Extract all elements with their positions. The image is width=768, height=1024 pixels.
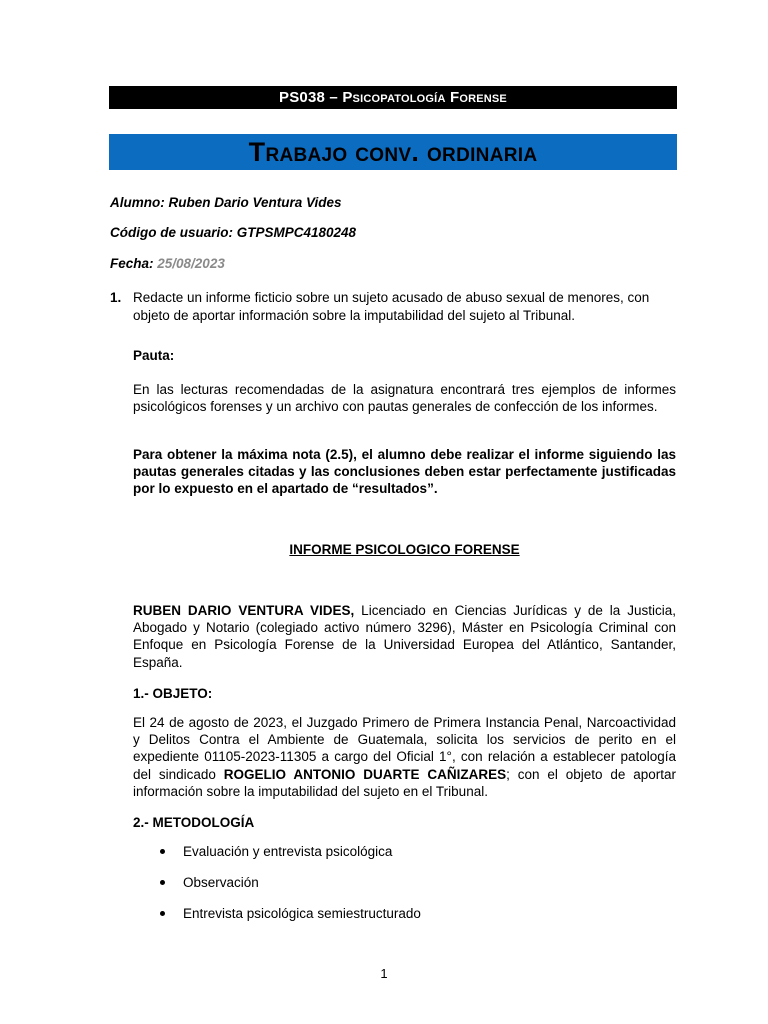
objeto-text-start: El 24 de agosto de 2023, el Juzgado Primero de Primera Instancia Penal, Narcoactividad y Delitos Contra el Ambiente de Guatemala, solicita los servicios de perito en el expediente 01105-2023-11305 a cargo del Oficial 1°, con relación a establecer patología del sindicado <box>133 715 676 782</box>
document-title-bar <box>109 134 677 170</box>
bullet-icon <box>160 849 165 854</box>
methods-list <box>160 843 421 936</box>
student-name: Alumno: Ruben Dario Ventura Vides <box>110 195 342 210</box>
subject-name: ROGELIO ANTONIO DUARTE CAÑIZARES <box>223 766 507 782</box>
section-objeto-heading: 1.- OBJETO: <box>133 686 213 701</box>
author-credentials: Licenciado en Ciencias Jurídicas y de la Justicia, Abogado y Notario (colegiado activo número 3296), Máster en Psicología Criminal con Enfoque en Psicología Forense de la Universidad Europea del Atlántico, Santander, España. <box>133 603 676 670</box>
section-objeto-text <box>133 714 676 800</box>
bullet-icon <box>160 911 165 916</box>
page-number: 1 <box>380 966 388 981</box>
objeto-text-end: ; con el objeto de aportar información sobre la imputabilidad del sujeto en el Tribunal. <box>133 766 676 799</box>
date-line <box>110 256 225 271</box>
pauta-grading-note: Para obtener la máxima nota (2.5), el alumno debe realizar el informe siguiendo las pautas generales citadas y las conclusiones deben estar perfectamente justificadas por lo expuesto en el apartado de “resultados”. <box>133 447 676 497</box>
pauta-heading: Pauta: <box>133 348 175 363</box>
author-paragraph <box>133 602 676 671</box>
pauta-text: En las lecturas recomendadas de la asignatura encontrará tres ejemplos de informes psicológicos forenses y un archivo con pautas generales de confección de los informes. <box>133 382 676 415</box>
question-item <box>110 289 676 325</box>
bullet-icon <box>160 880 165 885</box>
question-number: 1. <box>110 290 122 305</box>
report-title: INFORME PSICOLOGICO FORENSE <box>289 542 520 557</box>
date-label: Fecha: <box>110 256 158 271</box>
method-label: Entrevista psicológica semiestructurado <box>183 906 421 921</box>
method-label: Observación <box>183 875 259 890</box>
question-text: Redacte un informe ficticio sobre un sujeto acusado de abuso sexual de menores, con objeto de aportar información sobre la imputabilidad del sujeto al Tribunal. <box>133 290 650 323</box>
user-code: Código de usuario: GTPSMPC4180248 <box>110 225 357 240</box>
course-header-bar <box>109 86 677 109</box>
course-title: PS038 – Psicopatología Forense <box>279 89 507 106</box>
section-metodologia-heading: 2.- METODOLOGÍA <box>133 815 255 830</box>
date-value: 25/08/2023 <box>157 256 225 271</box>
list-item <box>160 905 421 936</box>
author-name: RUBEN DARIO VENTURA VIDES, <box>133 603 355 618</box>
document-title: Trabajo conv. ordinaria <box>248 136 538 167</box>
list-item <box>160 843 421 874</box>
method-label: Evaluación y entrevista psicológica <box>183 844 393 859</box>
list-item <box>160 874 421 905</box>
